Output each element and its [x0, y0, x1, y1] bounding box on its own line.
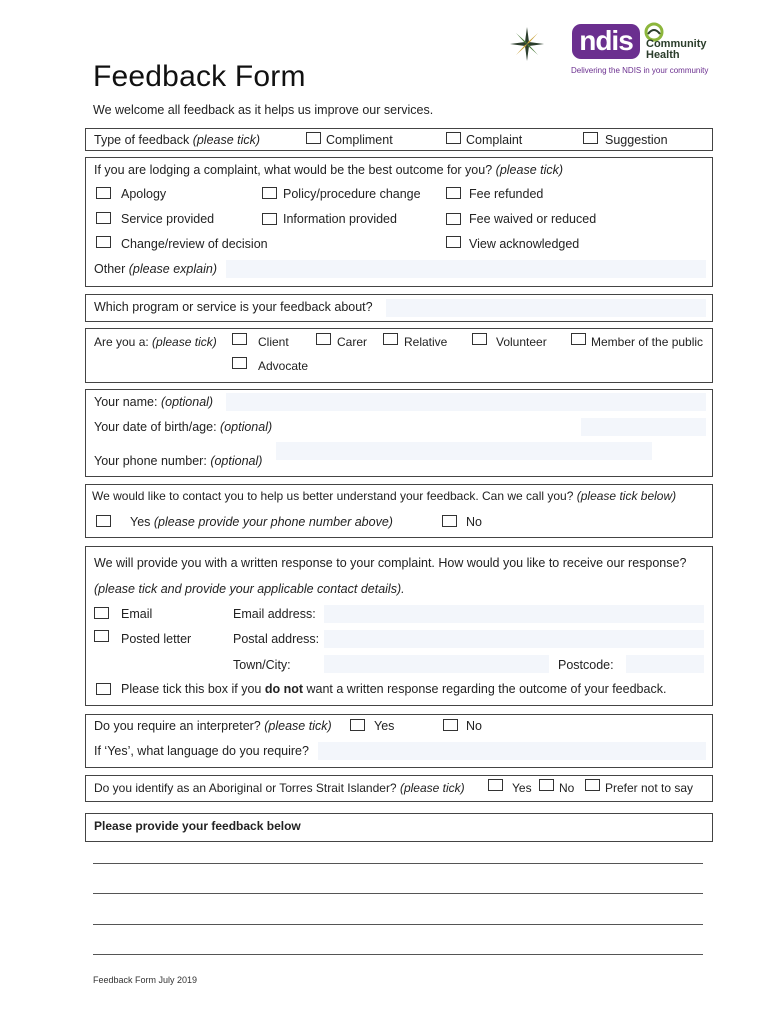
town-label: Town/City: [233, 658, 291, 672]
outcome-question: If you are lodging a complaint, what would be the best outcome for you? (please tick) [94, 163, 564, 177]
apology-checkbox[interactable] [96, 187, 111, 199]
posted-letter-checkbox[interactable] [94, 630, 109, 642]
outcome-section [85, 157, 713, 287]
program-section [85, 294, 713, 322]
fee-refunded-checkbox[interactable] [446, 187, 461, 199]
client-checkbox[interactable] [232, 333, 247, 345]
feedback-line-2[interactable] [93, 893, 703, 894]
email-checkbox[interactable] [94, 607, 109, 619]
complaint-checkbox[interactable] [446, 132, 461, 144]
advocate-label: Advocate [258, 359, 309, 373]
page-title: Feedback Form [93, 60, 306, 93]
feedback-heading-section [85, 813, 713, 842]
role-label: Are you a: (please tick) [94, 335, 217, 349]
interpreter-question: Do you require an interpreter? (please tick) [94, 719, 332, 733]
volunteer-checkbox[interactable] [472, 333, 487, 345]
policy-change-label: Policy/procedure change [283, 187, 421, 201]
call-no-label: No [466, 515, 482, 529]
volunteer-label: Volunteer [496, 335, 547, 349]
postcode-label: Postcode: [558, 658, 614, 672]
fee-refunded-label: Fee refunded [469, 187, 544, 201]
call-yes-checkbox[interactable] [96, 515, 111, 527]
feedback-heading: Please provide your feedback below [94, 819, 301, 833]
atsi-prefer-not-checkbox[interactable] [585, 779, 600, 791]
member-public-checkbox[interactable] [571, 333, 586, 345]
contact-question: We would like to contact you to help us better understand your feedback. Can we call you? (please tick below) [92, 489, 677, 503]
call-no-checkbox[interactable] [442, 515, 457, 527]
name-input[interactable] [226, 393, 706, 411]
postcode-input[interactable] [626, 655, 704, 673]
written-response-section [85, 546, 713, 706]
compliment-label: Compliment [326, 133, 393, 147]
information-provided-label: Information provided [283, 212, 397, 226]
phone-label: Your phone number: (optional) [94, 454, 263, 468]
atsi-yes-checkbox[interactable] [488, 779, 503, 791]
client-label: Client [258, 335, 289, 349]
name-label: Your name: (optional) [94, 395, 214, 409]
view-acknowledged-label: View acknowledged [469, 237, 580, 251]
personal-details-section [85, 389, 713, 477]
atsi-no-label: No [559, 781, 575, 795]
other-label: Other (please explain) [94, 262, 217, 276]
postal-address-label: Postal address: [233, 632, 320, 646]
change-review-checkbox[interactable] [96, 236, 111, 248]
atsi-yes-label: Yes [512, 781, 532, 795]
town-input[interactable] [324, 655, 549, 673]
contact-section [85, 484, 713, 538]
carer-label: Carer [337, 335, 368, 349]
role-section [85, 328, 713, 383]
dob-input[interactable] [581, 418, 706, 436]
fee-waived-label: Fee waived or reduced [469, 212, 597, 226]
language-question: If ‘Yes’, what language do you require? [94, 744, 309, 758]
interpreter-section [85, 714, 713, 768]
interpreter-no-label: No [466, 719, 482, 733]
advocate-checkbox[interactable] [232, 357, 247, 369]
fee-waived-checkbox[interactable] [446, 213, 461, 225]
email-address-label: Email address: [233, 607, 316, 621]
intro-text: We welcome all feedback as it helps us improve our services. [93, 103, 434, 117]
feedback-type-section [85, 128, 713, 151]
relative-checkbox[interactable] [383, 333, 398, 345]
ndis-logo: ndis [572, 24, 640, 59]
compliment-checkbox[interactable] [306, 132, 321, 144]
complaint-label: Complaint [466, 133, 523, 147]
call-yes-label: Yes (please provide your phone number above) [130, 515, 393, 529]
carer-checkbox[interactable] [316, 333, 331, 345]
service-provided-checkbox[interactable] [96, 212, 111, 224]
atsi-section [85, 775, 713, 802]
footer-text: Feedback Form July 2019 [93, 975, 198, 985]
change-review-label: Change/review of decision [121, 237, 268, 251]
no-written-response-label: Please tick this box if you do not want a written response regarding the outcome of your feedback. [121, 682, 667, 696]
apology-label: Apology [121, 187, 167, 201]
postal-address-input[interactable] [324, 630, 704, 648]
posted-letter-label: Posted letter [121, 632, 192, 646]
feedback-line-1[interactable] [93, 863, 703, 864]
feedback-type-label: Type of feedback (please tick) [94, 133, 261, 147]
ndis-tagline: Delivering the NDIS in your community [571, 66, 709, 75]
atsi-prefer-not-label: Prefer not to say [605, 781, 694, 795]
suggestion-checkbox[interactable] [583, 132, 598, 144]
interpreter-no-checkbox[interactable] [443, 719, 458, 731]
community-health-line2: Health [646, 49, 680, 61]
interpreter-yes-checkbox[interactable] [350, 719, 365, 731]
response-question: We will provide you with a written response to your complaint. How would you like to receive our response? [94, 556, 687, 570]
compass-star-logo-icon [508, 25, 546, 63]
program-input[interactable] [386, 299, 706, 317]
feedback-line-3[interactable] [93, 924, 703, 925]
atsi-no-checkbox[interactable] [539, 779, 554, 791]
email-address-input[interactable] [324, 605, 704, 623]
community-health-line1: Community [646, 38, 707, 50]
other-explain-input[interactable] [226, 260, 706, 278]
program-question: Which program or service is your feedback about? [94, 300, 373, 314]
phone-input[interactable] [276, 442, 652, 460]
policy-change-checkbox[interactable] [262, 187, 277, 199]
view-acknowledged-checkbox[interactable] [446, 236, 461, 248]
interpreter-yes-label: Yes [374, 719, 395, 733]
member-public-label: Member of the public [591, 335, 704, 349]
service-provided-label: Service provided [121, 212, 215, 226]
email-label: Email [121, 607, 153, 621]
feedback-line-4[interactable] [93, 954, 703, 955]
information-provided-checkbox[interactable] [262, 213, 277, 225]
atsi-question: Do you identify as an Aboriginal or Torres Strait Islander? (please tick) [94, 781, 465, 795]
suggestion-label: Suggestion [605, 133, 668, 147]
no-written-response-checkbox[interactable] [96, 683, 111, 695]
dob-label: Your date of birth/age: (optional) [94, 420, 273, 434]
response-hint: (please tick and provide your applicable contact details). [94, 582, 405, 596]
community-health-logo [644, 22, 706, 62]
language-input[interactable] [318, 742, 706, 760]
relative-label: Relative [404, 335, 448, 349]
